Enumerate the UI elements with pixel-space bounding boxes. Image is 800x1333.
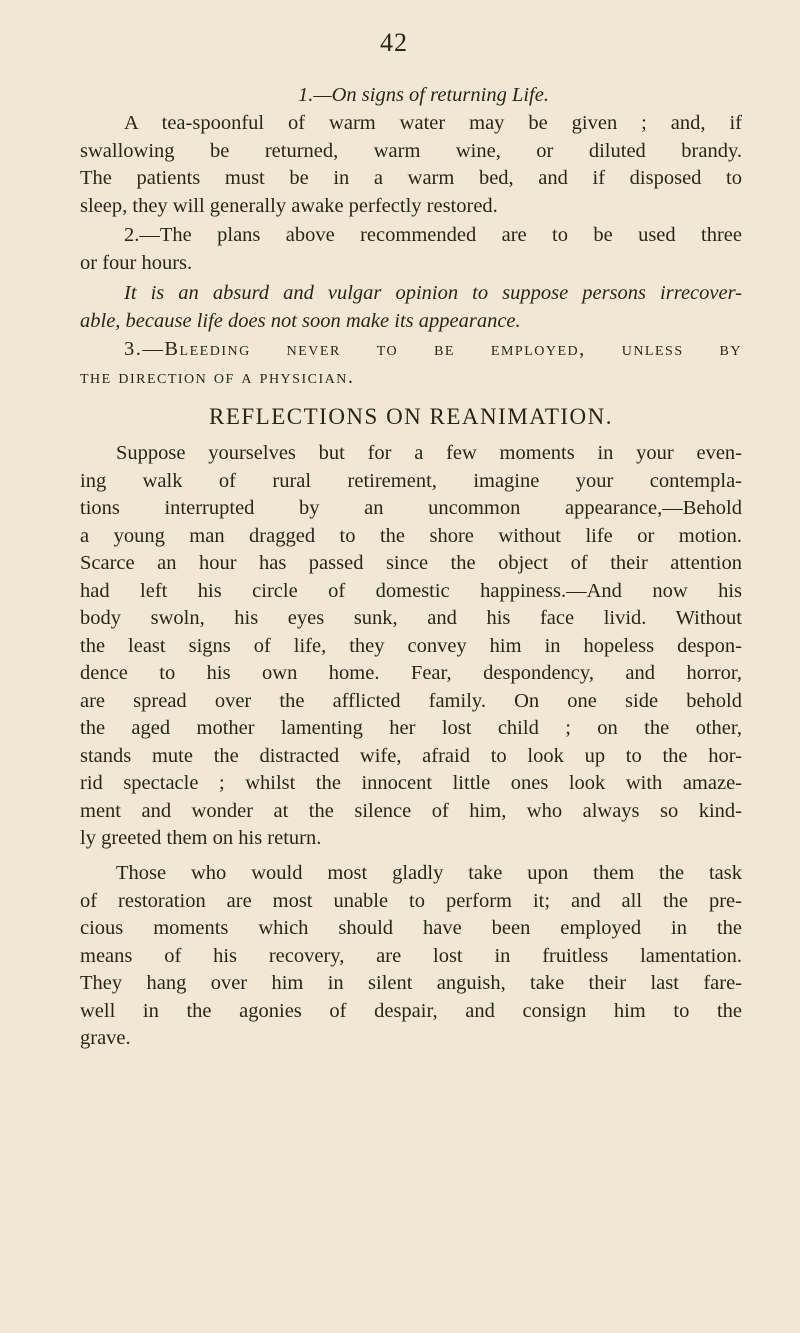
heading-signs-of-life <box>80 82 742 110</box>
paragraph-line: able, because life does not soon make its appearance. <box>80 309 521 332</box>
paragraph-line: cious moments which should have been employed in the <box>80 917 742 939</box>
paragraph-line: sleep, they will generally awake perfectly restored. <box>80 194 498 217</box>
paragraph-line: body swoln, his eyes sunk, and his face livid. Without <box>80 607 742 629</box>
paragraph-line: 3.—Bleeding never to be employed, unless by <box>124 338 742 360</box>
paragraph-line: Scarce an hour has passed since the object of their attention <box>80 552 742 574</box>
paragraph-line: ly greeted them on his return. <box>80 827 322 849</box>
paragraph-line: grave. <box>80 1027 131 1049</box>
paragraph-line: stands mute the distracted wife, afraid to look up to the hor- <box>80 744 742 767</box>
paragraph-line: 2.—The plans above recommended are to be used three <box>124 224 742 246</box>
paragraph-line: the direction of a physician. <box>80 365 355 388</box>
paragraph-4-bleeding <box>80 336 742 391</box>
paragraph-line: The patients must be in a warm bed, and if disposed to <box>80 167 742 189</box>
paragraph-line: means of his recovery, are lost in fruitless lamentation. <box>80 944 742 967</box>
paragraph-line: well in the agonies of despair, and consign him to the <box>80 999 742 1022</box>
section-title: REFLECTIONS ON REANIMATION. <box>208 404 614 429</box>
paragraph-line: or four hours. <box>80 251 193 274</box>
paragraph-line: It is an absurd and vulgar opinion to suppose persons irrecover- <box>124 282 742 304</box>
paragraph-line: tions interrupted by an uncommon appearance,—Behold <box>80 497 742 519</box>
paragraph-3-italic <box>80 280 742 335</box>
paragraph-line: dence to his own home. Fear, despondency, and horror, <box>80 662 742 684</box>
paragraph-line: the least signs of life, they convey him in hopeless despon- <box>80 634 742 657</box>
paragraph-line: had left his circle of domestic happiness.—And now his <box>80 579 742 602</box>
paragraph-5 <box>80 440 742 853</box>
paragraph-line: ing walk of rural retirement, imagine your contempla- <box>80 469 742 492</box>
paragraph-1 <box>80 110 742 220</box>
paragraph-line: They hang over him in silent anguish, take their last fare- <box>80 972 742 994</box>
page-number: 42 <box>380 28 408 57</box>
paragraph-line: ment and wonder at the silence of him, who always so kind- <box>80 799 742 822</box>
paragraph-line: A tea-spoonful of warm water may be given ; and, if <box>124 112 742 134</box>
paragraph-6 <box>80 860 742 1053</box>
paragraph-line: Suppose yourselves but for a few moments in your even- <box>116 442 742 464</box>
paragraph-2 <box>80 222 742 277</box>
heading-signs-text: 1.—On signs of returning Life. <box>298 84 549 106</box>
paragraph-line: are spread over the afflicted family. On one side behold <box>80 689 742 712</box>
paragraph-line: rid spectacle ; whilst the innocent little ones look with amaze- <box>80 772 742 794</box>
paragraph-line: a young man dragged to the shore without life or motion. <box>80 524 742 547</box>
paragraph-line: of restoration are most unable to perform it; and all the pre- <box>80 889 742 912</box>
paragraph-line: Those who would most gladly take upon them the task <box>116 862 742 884</box>
paragraph-line: swallowing be returned, warm wine, or diluted brandy. <box>80 139 742 162</box>
paragraph-line: the aged mother lamenting her lost child ; on the other, <box>80 717 742 739</box>
